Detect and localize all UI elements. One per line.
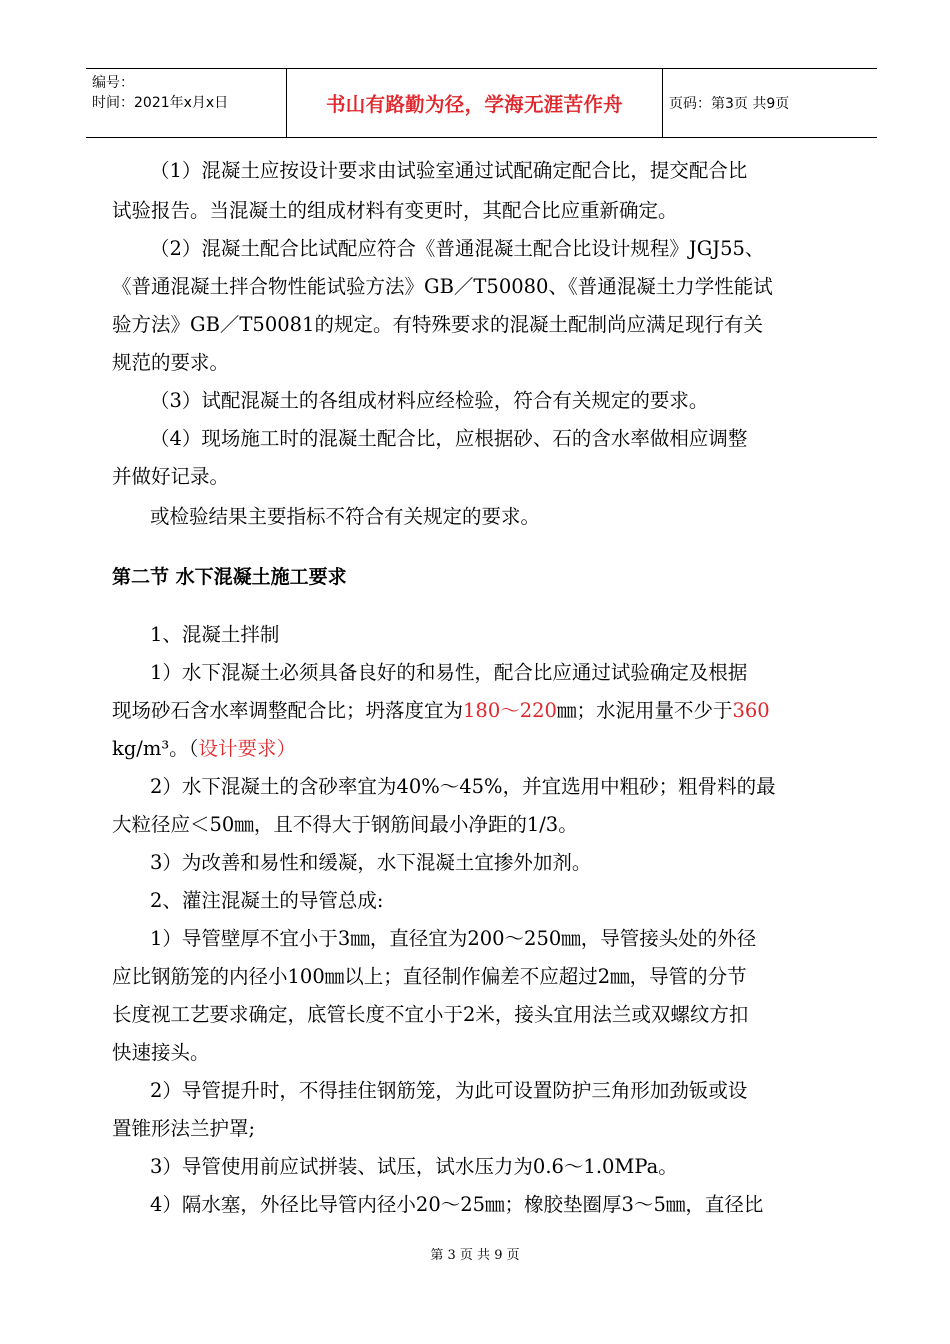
paragraph-line: 置锥形法兰护罩; <box>112 1117 256 1140</box>
paragraph-line: 4）隔水塞，外径比导管内径小20～25㎜；橡胶垫圈厚3～5㎜，直径比 <box>150 1193 764 1216</box>
section-heading: 第二节 水下混凝土施工要求 <box>112 566 347 588</box>
paragraph-line: 3）导管使用前应试拼装、试压，试水压力为0.6～1.0MPa。 <box>150 1155 678 1178</box>
header-motto-cell <box>287 69 663 137</box>
paragraph-line: 2）水下混凝土的含砂率宜为40%～45%，并宜选用中粗砂；粗骨料的最 <box>150 775 776 798</box>
highlight-run: 设计要求 <box>198 737 277 760</box>
paragraph-line <box>112 736 296 762</box>
paragraph-line: 或检验结果主要指标不符合有关规定的要求。 <box>150 505 541 528</box>
page-footer: 第 3 页 共 9 页 <box>430 1248 520 1263</box>
paragraph-line: 试验报告。当混凝土的组成材料有变更时，其配合比应重新确定。 <box>112 199 678 222</box>
paragraph-line: 验方法》GB／T50081的规定。有特殊要求的混凝土配制尚应满足现行有关 <box>112 313 763 336</box>
text-run: ㎜；水泥用量不少于 <box>556 699 733 722</box>
paragraph-line: 1）导管壁厚不宜小于3㎜，直径宜为200～250㎜，导管接头处的外径 <box>150 927 757 950</box>
time-label: 时间：2021年x月x日 <box>92 95 229 111</box>
highlight-run: 360 <box>732 699 770 722</box>
paragraph-line: （3）试配混凝土的各组成材料应经检验，符合有关规定的要求。 <box>150 389 709 412</box>
paragraph-line: 规范的要求。 <box>112 351 230 374</box>
highlight-run: 180～220 <box>463 699 557 722</box>
paragraph-line: 2、灌注混凝土的导管总成: <box>150 889 384 912</box>
text-run: ） <box>276 737 296 760</box>
paragraph-line: 并做好记录。 <box>112 465 230 488</box>
paragraph-line: 3）为改善和易性和缓凝，水下混凝土宜掺外加剂。 <box>150 851 592 874</box>
paragraph-line: （2）混凝土配合比试配应符合《普通混凝土配合比设计规程》JGJ55、 <box>150 237 765 260</box>
motto-text: 书山有路勤为径，学海无涯苦作舟 <box>325 93 623 116</box>
paragraph-line: 《普通混凝土拌合物性能试验方法》GB／T50080、《普通混凝土力学性能试 <box>112 275 773 298</box>
paragraph-line: 应比钢筋笼的内径小100㎜以上；直径制作偏差不应超过2㎜，导管的分节 <box>112 965 747 988</box>
paragraph-line: 2）导管提升时，不得挂住钢筋笼，为此可设置防护三角形加劲钣或设 <box>150 1079 748 1102</box>
paragraph-line: （4）现场施工时的混凝土配合比，应根据砂、石的含水率做相应调整 <box>150 427 748 450</box>
header-info-cell <box>86 69 287 137</box>
paragraph-line: 大粒径应＜50㎜，且不得大于钢筋间最小净距的1/3。 <box>112 813 578 836</box>
text-run: 现场砂石含水率调整配合比；坍落度宜为 <box>112 699 464 722</box>
header-page-cell <box>663 69 877 137</box>
paragraph-line: （1）混凝土应按设计要求由试验室通过试配确定配合比，提交配合比 <box>150 159 748 182</box>
paragraph-line: 1、混凝土拌制 <box>150 623 280 646</box>
page-label: 页码：第3页 共9页 <box>669 96 790 112</box>
text-run: kg/m³。（ <box>112 737 199 760</box>
page-header <box>86 68 877 138</box>
number-label: 编号： <box>92 75 134 91</box>
paragraph-line: 长度视工艺要求确定，底管长度不宜小于2米，接头宜用法兰或双螺纹方扣 <box>112 1003 749 1026</box>
paragraph-line <box>112 698 770 724</box>
paragraph-line: 1）水下混凝土必须具备良好的和易性，配合比应通过试验确定及根据 <box>150 661 748 684</box>
paragraph-line: 快速接头。 <box>112 1041 210 1064</box>
